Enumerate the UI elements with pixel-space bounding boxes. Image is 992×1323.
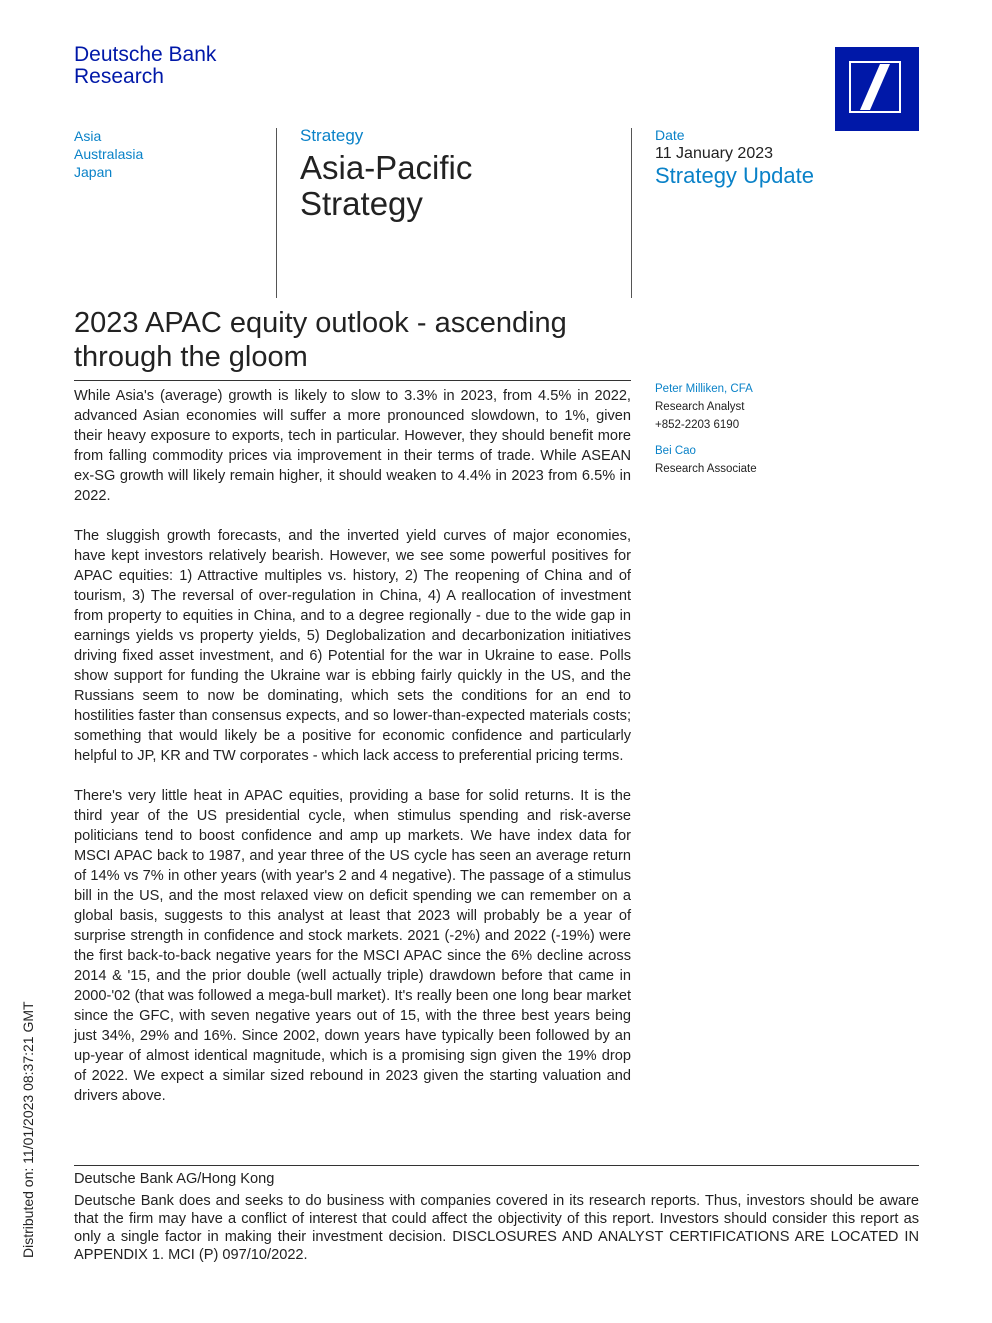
- region-item: Australasia: [74, 146, 144, 162]
- strategy-title-line-2: Strategy: [300, 185, 423, 222]
- region-item: Japan: [74, 164, 113, 180]
- region-item: Asia: [74, 128, 102, 144]
- footer: [74, 1170, 919, 1264]
- report-body: [74, 386, 631, 1126]
- body-paragraph: While Asia's (average) growth is likely to slow to 3.3% in 2023, from 4.5% in 2022, advanced Asian economies will suffer a more pronounced slowdown, to 1%, given their heavy exposure to exports, tech in particular. However, they should benefit more from falling commodity prices via improvement in their terms of trade. While ASEAN ex-SG growth will likely remain higher, it should weaken to 4.4% in 2023 from 6.5% in 2022.: [74, 388, 631, 504]
- analyst-name[interactable]: Bei Cao: [655, 445, 696, 457]
- headline-line-1: 2023 APAC equity outlook - ascending: [74, 307, 567, 339]
- brand-line-2: Research: [74, 65, 164, 88]
- date-label: Date: [655, 127, 685, 143]
- date-value: 11 January 2023: [655, 145, 774, 162]
- distribution-stamp: Distributed on: 11/01/2023 08:37:21 GMT: [20, 1001, 36, 1258]
- analyst-name[interactable]: Peter Milliken, CFA: [655, 383, 753, 395]
- headline-divider: [74, 380, 631, 381]
- brand-name: [74, 44, 216, 88]
- brand-line-1: Deutsche Bank: [74, 43, 217, 66]
- strategy-title: [300, 150, 472, 222]
- footer-divider: [74, 1165, 919, 1166]
- footer-disclaimer: Deutsche Bank does and seeks to do business with companies covered in its research reports. Thus, investors should be aware that the firm may have a conflict of interest that could affect the objectivity of this report. Investors should consider this report as only a single factor in making their investment decision. DISCLOSURES AND ANALYST CERTIFICATIONS ARE LOCATED IN APPENDIX 1. MCI (P) 097/10/2022.: [74, 1193, 919, 1263]
- analyst-phone: +852-2203 6190: [655, 419, 740, 431]
- footer-company: Deutsche Bank AG/Hong Kong: [74, 1171, 275, 1187]
- deutsche-bank-logo-icon: [835, 47, 919, 131]
- logo-slash-icon: [860, 64, 890, 110]
- column-divider: [631, 128, 632, 298]
- region-list: [74, 127, 143, 181]
- analyst-role: Research Analyst: [655, 401, 745, 413]
- headline-line-2: through the gloom: [74, 341, 308, 373]
- column-divider: [276, 128, 277, 298]
- report-headline: [74, 306, 634, 374]
- strategy-label: Strategy: [300, 126, 364, 145]
- report-type: Strategy Update: [655, 163, 814, 188]
- analyst-role: Research Associate: [655, 463, 757, 475]
- logo-frame: [849, 61, 901, 113]
- body-paragraph: There's very little heat in APAC equities, providing a base for solid returns. It is the third year of the US presidential cycle, when stimulus spending and risk-averse politicians tend to boost confidence and amp up markets. We have index data for MSCI APAC back to 1987, and year three of the US cycle has seen an average return of 14% vs 7% in other years (with year's 2 and 4 negative). The passage of a stimulus bill in the US, and the most relaxed view on deficit spending we can remember on a global basis, suggests to this analyst at least that 2023 will probably be a year of surprise strength in confidence and stock markets. 2021 (-2%) and 2022 (-19%) were the first back-to-back negative years for the MSCI APAC since the 6% decline across 2014 & '15, and the prior double (well actually triple) drawdown before that came in 2000-'02 (that was followed a mega-bull market). It's really been one long bear market since the GFC, with seven negative years out of 15, with the three best years being just 34%, 29% and 16%. Since 2002, down years have typically been followed by an up-year of almost identical magnitude, which is a promising sign given the 19% drop of 2022. We expect a similar sized rebound in 2023 given the starting valuation and drivers above.: [74, 788, 631, 1104]
- body-paragraph: The sluggish growth forecasts, and the inverted yield curves of major economies, have kept investors relatively bearish. However, we see some powerful positives for APAC equities: 1) Attractive multiples vs. history, 2) The reopening of China and of tourism, 3) The reversal of over-regulation in China, 4) A reallocation of investment from property to equities in China, and to a degree regionally - due to the wide gap in earnings yields vs property yields, 5) Deglobalization and decarbonization initiatives driving fixed asset investment, and 6) Potential for the war in Ukraine to ease. Polls show support for funding the Ukraine war is ebbing fairly quickly in the US, and the Russians seem to now be dominating, which sets the conditions for an end to hostilities faster than consensus expects, and so lower-than-expected materials costs; something that would likely be a positive for economic confidence and particularly helpful to JP, KR and TW corporates - which lack access to preferential pricing terms.: [74, 528, 631, 764]
- analyst-list: [655, 380, 757, 478]
- strategy-title-line-1: Asia-Pacific: [300, 149, 473, 186]
- strategy-block: [300, 126, 472, 222]
- date-block: [655, 126, 814, 189]
